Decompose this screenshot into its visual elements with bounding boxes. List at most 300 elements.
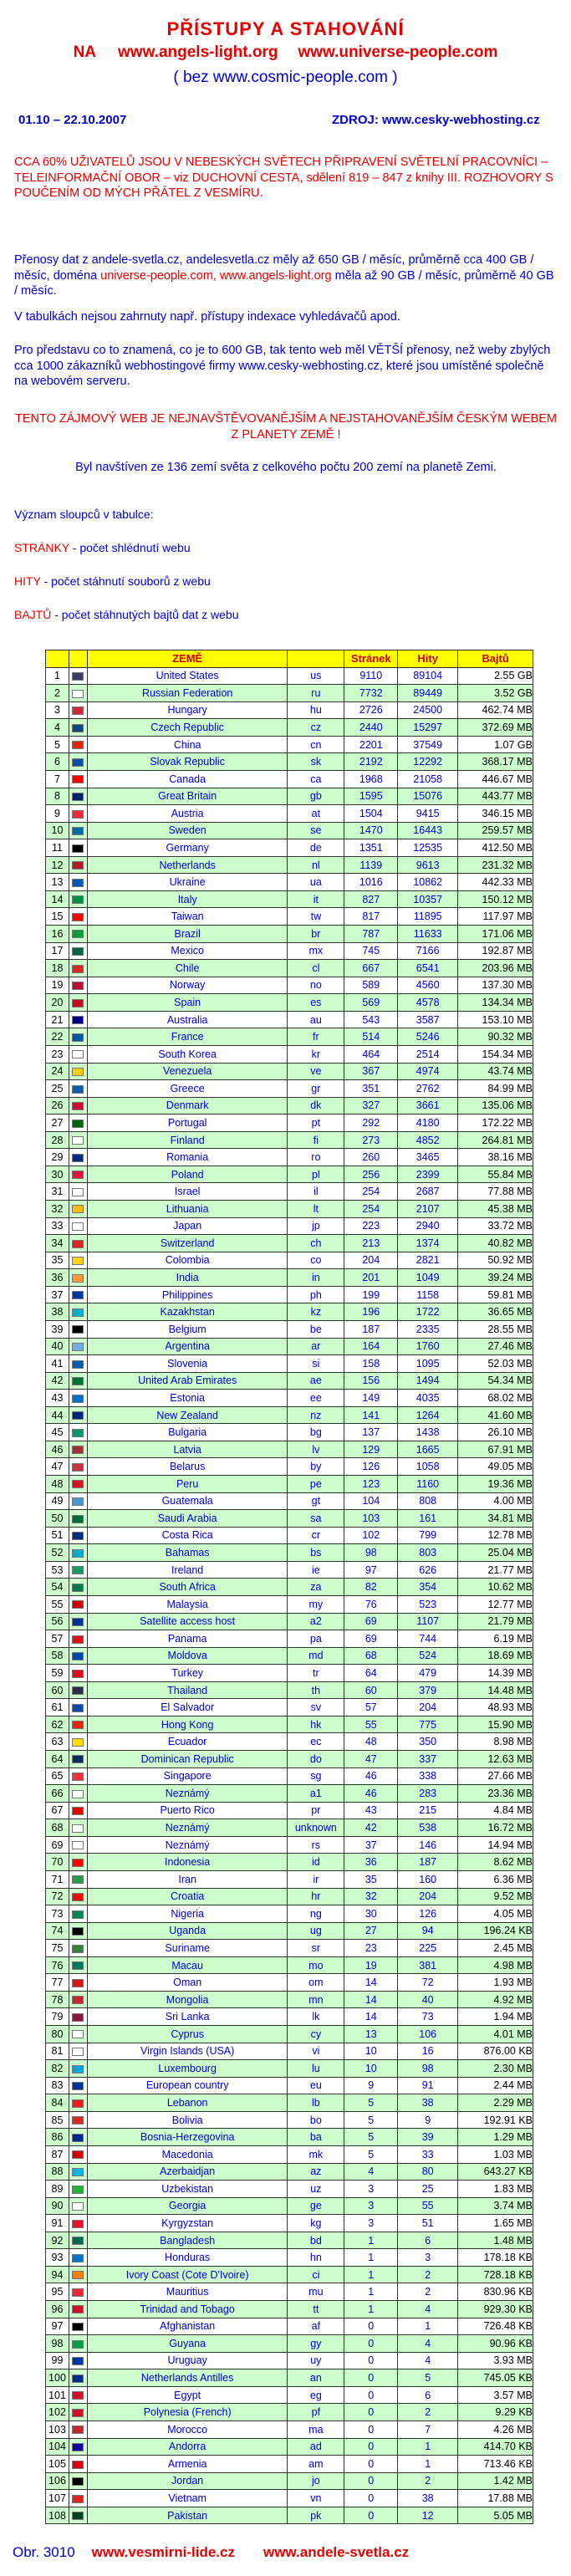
bytes-count: 1.42 MB [458, 2472, 533, 2490]
url-cosmic-people[interactable]: www.cosmic-people.com [212, 69, 388, 86]
pages-count: 13 [344, 2026, 398, 2043]
table-row [46, 1681, 533, 1699]
country-code: cn [288, 736, 344, 753]
table-row [46, 1476, 533, 1493]
country-code: ge [288, 2197, 344, 2215]
bytes-count: 55.84 MB [458, 1166, 533, 1183]
row-number: 80 [46, 2026, 69, 2043]
flag-icon [72, 2134, 84, 2142]
pages-count: 30 [344, 1905, 398, 1923]
row-number: 51 [46, 1527, 69, 1544]
flag-cell [69, 977, 87, 994]
pages-count: 55 [344, 1716, 398, 1733]
flag-cell [69, 2404, 87, 2421]
flag-icon [72, 1395, 84, 1403]
table-row [46, 1544, 533, 1562]
flag-cell [69, 1372, 87, 1390]
legend-hits [14, 574, 211, 588]
hits-count: 215 [398, 1802, 458, 1819]
country-name: Virgin Islands (USA) [87, 2043, 287, 2060]
flag-cell [69, 719, 87, 737]
row-number: 83 [46, 2077, 69, 2094]
flag-cell [69, 874, 87, 891]
row-number: 1 [46, 667, 69, 685]
country-name: Panama [87, 1630, 287, 1648]
flag-cell [69, 685, 87, 702]
country-code: kr [288, 1045, 344, 1063]
table-row [46, 2060, 533, 2078]
hits-count: 3661 [398, 1097, 458, 1115]
hits-count: 4560 [398, 977, 458, 994]
bytes-count: 154.34 MB [458, 1045, 533, 1063]
flag-icon [72, 2512, 84, 2520]
pages-count: 76 [344, 1595, 398, 1613]
flag-icon [72, 879, 84, 887]
flag-cell [69, 1320, 87, 1338]
hits-count: 10357 [398, 890, 458, 908]
bytes-count: 196.24 KB [458, 1922, 533, 1940]
flag-cell [69, 890, 87, 908]
table-row [46, 2352, 533, 2369]
hits-count: 7166 [398, 942, 458, 960]
bytes-count: 19.36 MB [458, 1476, 533, 1493]
flag-cell [69, 1476, 87, 1493]
hits-count: 21058 [398, 770, 458, 788]
url-angels-light[interactable]: www.angels-light.org [118, 43, 278, 61]
flag-icon [72, 741, 84, 749]
flag-cell [69, 2094, 87, 2112]
table-row [46, 1355, 533, 1373]
hits-count: 338 [398, 1767, 458, 1785]
flag-cell [69, 2163, 87, 2181]
hits-count: 379 [398, 1681, 458, 1699]
country-name: Mexico [87, 942, 287, 960]
row-number: 63 [46, 1733, 69, 1751]
country-name: Estonia [87, 1390, 287, 1407]
country-code: ve [288, 1063, 344, 1080]
flag-icon [72, 2065, 84, 2074]
pages-count: 37 [344, 1836, 398, 1854]
country-name: United States [87, 667, 287, 685]
flag-icon [72, 982, 84, 990]
flag-cell [69, 2026, 87, 2043]
flag-icon [72, 1085, 84, 1094]
hits-count: 126 [398, 1905, 458, 1923]
hits-count: 350 [398, 1733, 458, 1751]
hits-count: 24500 [398, 701, 458, 719]
hits-count: 25 [398, 2181, 458, 2198]
country-name: Nigeria [87, 1905, 287, 1923]
country-code: at [288, 805, 344, 823]
hits-count: 204 [398, 1699, 458, 1716]
country-name: Ecuador [87, 1733, 287, 1751]
table-row [46, 942, 533, 960]
flag-cell [69, 2060, 87, 2078]
country-name: Afghanistan [87, 2318, 287, 2335]
bytes-count: 4.98 MB [458, 1956, 533, 1974]
flag-cell [69, 1836, 87, 1854]
row-number: 23 [46, 1045, 69, 1063]
flag-icon [72, 1824, 84, 1833]
flag-cell [69, 1785, 87, 1803]
country-name: Italy [87, 890, 287, 908]
country-name: United Arab Emirates [87, 1372, 287, 1390]
flag-icon [72, 1566, 84, 1574]
hits-count: 3 [398, 2249, 458, 2267]
country-code: mo [288, 1956, 344, 1974]
footer [13, 2544, 564, 2561]
header-country: ZEMĚ [87, 650, 287, 668]
bytes-count: 77.88 MB [458, 1183, 533, 1201]
header-bytes: Bajtů [458, 650, 533, 668]
country-name: Taiwan [87, 908, 287, 926]
row-number: 71 [46, 1870, 69, 1888]
country-name: Poland [87, 1166, 287, 1183]
flag-icon [72, 1222, 84, 1231]
hits-count: 1722 [398, 1303, 458, 1321]
hits-count: 1049 [398, 1269, 458, 1287]
flag-icon [72, 1515, 84, 1523]
transfer-domains: universe-people.com, www.angels-light.org [100, 268, 332, 283]
table-row [46, 2008, 533, 2026]
table-row [46, 1492, 533, 1510]
flag-icon [72, 672, 84, 681]
country-name: Netherlands Antilles [87, 2369, 287, 2387]
flag-icon [72, 758, 84, 767]
bytes-count: 178.18 KB [458, 2249, 533, 2267]
country-code: ae [288, 1372, 344, 1390]
flag-icon [72, 1721, 84, 1729]
table-row [46, 1303, 533, 1321]
flag-icon [72, 2237, 84, 2245]
table-row [46, 1854, 533, 1871]
flag-icon [72, 1584, 84, 1592]
flag-icon [72, 2409, 84, 2417]
flag-icon [72, 1755, 84, 1763]
country-code: es [288, 994, 344, 1012]
bytes-count: 17.88 MB [458, 2490, 533, 2507]
country-name: Dominican Republic [87, 1751, 287, 1768]
hits-count: 6541 [398, 960, 458, 977]
flag-cell [69, 856, 87, 874]
flag-cell [69, 1544, 87, 1562]
pages-count: 196 [344, 1303, 398, 1321]
flag-icon [72, 2443, 84, 2451]
table-row [46, 2335, 533, 2353]
country-code: uz [288, 2181, 344, 2198]
country-name: Singapore [87, 1767, 287, 1785]
country-code: ua [288, 874, 344, 891]
country-code: sa [288, 1510, 344, 1528]
bytes-count: 446.67 MB [458, 770, 533, 788]
flag-icon [72, 2288, 84, 2297]
flag-cell [69, 2197, 87, 2215]
table-row [46, 1716, 533, 1733]
flag-icon [72, 2426, 84, 2434]
pages-count: 104 [344, 1492, 398, 1510]
table-row [46, 1595, 533, 1613]
flag-cell [69, 770, 87, 788]
flag-icon [72, 1325, 84, 1334]
row-number: 33 [46, 1217, 69, 1235]
table-row [46, 1665, 533, 1682]
country-name: Bolivia [87, 2111, 287, 2129]
country-name: Sweden [87, 822, 287, 839]
bytes-count: 3.74 MB [458, 2197, 533, 2215]
table-row [46, 2043, 533, 2060]
flag-cell [69, 1767, 87, 1785]
country-code: ar [288, 1338, 344, 1355]
pages-count: 69 [344, 1630, 398, 1648]
pages-count: 827 [344, 890, 398, 908]
flag-cell [69, 2301, 87, 2318]
flag-icon [72, 1136, 84, 1145]
row-number: 25 [46, 1080, 69, 1098]
hits-count: 4180 [398, 1115, 458, 1132]
bytes-count: 412.50 MB [458, 839, 533, 857]
row-number: 91 [46, 2215, 69, 2232]
country-name: Azerbaidjan [87, 2163, 287, 2181]
bytes-count: 48.93 MB [458, 1699, 533, 1716]
hits-count: 1095 [398, 1355, 458, 1373]
flag-icon [72, 2202, 84, 2211]
pages-count: 0 [344, 2352, 398, 2369]
bytes-count: 27.66 MB [458, 1767, 533, 1785]
country-name: Pakistan [87, 2507, 287, 2524]
bytes-count: 4.00 MB [458, 1492, 533, 1510]
country-code: si [288, 1355, 344, 1373]
flag-cell [69, 805, 87, 823]
country-code: dk [288, 1097, 344, 1115]
flag-icon [72, 1859, 84, 1867]
row-number: 15 [46, 908, 69, 926]
table-row [46, 2111, 533, 2129]
table-row [46, 719, 533, 737]
country-name: Macau [87, 1956, 287, 1974]
table-row [46, 1561, 533, 1579]
table-row [46, 2026, 533, 2043]
flag-icon [72, 1979, 84, 1987]
hits-count: 1 [398, 2438, 458, 2456]
flag-icon [72, 861, 84, 870]
pages-count: 1 [344, 2301, 398, 2318]
hits-count: 1760 [398, 1338, 458, 1355]
bytes-count: 54.34 MB [458, 1372, 533, 1390]
pages-count: 9110 [344, 667, 398, 685]
country-code: do [288, 1751, 344, 1768]
row-number: 3 [46, 701, 69, 719]
country-name: Neznámý [87, 1785, 287, 1803]
table-row [46, 1149, 533, 1166]
bytes-count: 726.48 KB [458, 2318, 533, 2335]
country-name: Russian Federation [87, 685, 287, 702]
country-code: au [288, 1011, 344, 1028]
country-name: Mauritius [87, 2283, 287, 2301]
hits-count: 626 [398, 1561, 458, 1579]
hits-count: 37549 [398, 736, 458, 753]
flag-icon [72, 2305, 84, 2313]
flag-cell [69, 1802, 87, 1819]
bytes-count: 2.45 MB [458, 1940, 533, 1957]
country-code: bg [288, 1424, 344, 1441]
country-code: vn [288, 2490, 344, 2507]
country-code: pk [288, 2507, 344, 2524]
table-row [46, 753, 533, 771]
table-row [46, 1888, 533, 1905]
bytes-count: 442.33 MB [458, 874, 533, 891]
hits-count: 803 [398, 1544, 458, 1562]
table-row [46, 1269, 533, 1287]
bytes-count: 4.05 MB [458, 1905, 533, 1923]
row-number: 78 [46, 1991, 69, 2008]
flag-icon [72, 1790, 84, 1798]
pages-count: 19 [344, 1956, 398, 1974]
country-code: tw [288, 908, 344, 926]
country-name: Bulgaria [87, 1424, 287, 1441]
country-name: Satellite access host [87, 1613, 287, 1630]
row-number: 62 [46, 1716, 69, 1733]
country-name: Slovak Republic [87, 753, 287, 771]
country-code: ma [288, 2420, 344, 2438]
country-code: unknown [288, 1819, 344, 1837]
country-code: pa [288, 1630, 344, 1648]
row-number: 106 [46, 2472, 69, 2490]
hits-count: 11633 [398, 926, 458, 943]
flag-icon [72, 1532, 84, 1540]
url-universe-people[interactable]: www.universe-people.com [298, 43, 498, 61]
country-name: Iran [87, 1870, 287, 1888]
hits-count: 538 [398, 1819, 458, 1837]
footer-url-vesmirni[interactable]: www.vesmirni-lide.cz [91, 2544, 235, 2560]
country-name: Trinidad and Tobago [87, 2301, 287, 2318]
bytes-count: 929.30 KB [458, 2301, 533, 2318]
flag-icon [72, 1429, 84, 1437]
country-code: eu [288, 2077, 344, 2094]
country-code: pl [288, 1166, 344, 1183]
table-row [46, 1767, 533, 1785]
country-name: Kazakhstan [87, 1303, 287, 1321]
table-body [46, 667, 533, 2524]
pages-count: 1595 [344, 788, 398, 805]
country-name: Ireland [87, 1561, 287, 1579]
row-number: 102 [46, 2404, 69, 2421]
flag-cell [69, 1338, 87, 1355]
country-code: md [288, 1647, 344, 1665]
country-name: Uruguay [87, 2352, 287, 2369]
country-code: jp [288, 1217, 344, 1235]
bytes-count: 90.96 KB [458, 2335, 533, 2353]
flag-cell [69, 1080, 87, 1098]
table-row [46, 926, 533, 943]
flag-cell [69, 2181, 87, 2198]
flag-cell [69, 1063, 87, 1080]
hits-count: 4 [398, 2352, 458, 2369]
country-code: hr [288, 1888, 344, 1905]
flag-cell [69, 2472, 87, 2490]
bytes-count: 830.96 KB [458, 2283, 533, 2301]
row-number: 16 [46, 926, 69, 943]
row-number: 43 [46, 1390, 69, 1407]
table-row [46, 770, 533, 788]
flag-icon [72, 827, 84, 835]
country-name: Bosnia-Herzegovina [87, 2129, 287, 2146]
pages-count: 787 [344, 926, 398, 943]
bytes-count: 84.99 MB [458, 1080, 533, 1098]
country-name: Thailand [87, 1681, 287, 1699]
country-code: il [288, 1183, 344, 1201]
country-name: Australia [87, 1011, 287, 1028]
flag-icon [72, 1704, 84, 1712]
row-number: 108 [46, 2507, 69, 2524]
hits-count: 4 [398, 2301, 458, 2318]
bytes-count: 6.36 MB [458, 1870, 533, 1888]
hits-count: 2821 [398, 1252, 458, 1269]
flag-icon [72, 2391, 84, 2400]
country-code: gy [288, 2335, 344, 2353]
country-name: European country [87, 2077, 287, 2094]
table-row [46, 1940, 533, 1957]
country-code: ph [288, 1286, 344, 1303]
row-number: 7 [46, 770, 69, 788]
country-code: az [288, 2163, 344, 2181]
country-stats-table [45, 650, 533, 2524]
flag-cell [69, 1991, 87, 2008]
pages-count: 1351 [344, 839, 398, 857]
hits-count: 12292 [398, 753, 458, 771]
source-label[interactable]: ZDROJ: www.cesky-webhosting.cz [332, 113, 540, 127]
table-row [46, 1785, 533, 1803]
country-code: us [288, 667, 344, 685]
country-code: fr [288, 1028, 344, 1046]
country-code: lt [288, 1201, 344, 1218]
bytes-count: 1.65 MB [458, 2215, 533, 2232]
pages-count: 223 [344, 1217, 398, 1235]
flag-icon [72, 1618, 84, 1626]
flag-cell [69, 1940, 87, 1957]
subtitle-urls [0, 43, 571, 62]
row-number: 30 [46, 1166, 69, 1183]
flag-cell [69, 1870, 87, 1888]
flag-icon [72, 1102, 84, 1110]
flag-cell [69, 1183, 87, 1201]
pages-count: 129 [344, 1441, 398, 1458]
country-code: ba [288, 2129, 344, 2146]
country-name: Romania [87, 1149, 287, 1166]
row-number: 18 [46, 960, 69, 977]
bytes-count: 12.77 MB [458, 1595, 533, 1613]
pages-count: 141 [344, 1406, 398, 1424]
hits-count: 1264 [398, 1406, 458, 1424]
flag-cell [69, 960, 87, 977]
bytes-count: 153.10 MB [458, 1011, 533, 1028]
row-number: 45 [46, 1424, 69, 1441]
country-code: pr [288, 1802, 344, 1819]
footer-url-andele[interactable]: www.andele-svetla.cz [263, 2544, 410, 2560]
pages-count: 273 [344, 1131, 398, 1149]
flag-icon [72, 965, 84, 973]
bytes-count: 1.94 MB [458, 2008, 533, 2026]
row-number: 89 [46, 2181, 69, 2198]
country-name: Oman [87, 1974, 287, 1992]
country-code: sr [288, 1940, 344, 1957]
row-number: 14 [46, 890, 69, 908]
bytes-count: 1.03 MB [458, 2145, 533, 2163]
legend-bytes-value: - počet stáhnutých bajtů dat z webu [51, 608, 239, 621]
pages-count: 256 [344, 1166, 398, 1183]
country-name: Jordan [87, 2472, 287, 2490]
bytes-count: 28.55 MB [458, 1320, 533, 1338]
header-hits: Hity [398, 650, 458, 668]
